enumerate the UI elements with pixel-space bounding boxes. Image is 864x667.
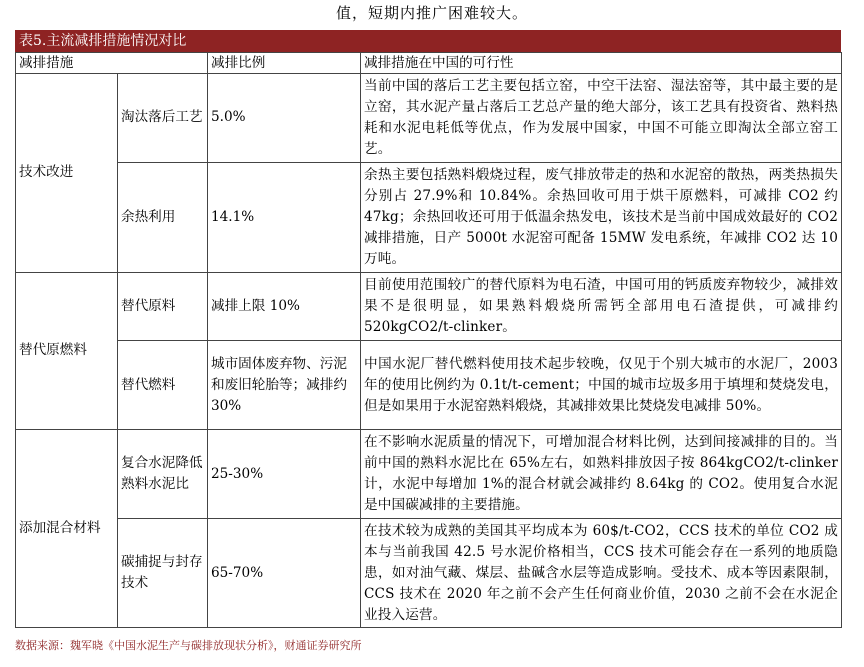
- feasibility-cell: 当前中国的落后工艺主要包括立窑，中空干法窑、湿法窑等，其中最主要的是立窑，其水泥产量占落后工艺总产量的绝大部分，该工艺具有投资省、熟料热耗和水泥电耗低等优点，作为发展中国家，中国不可能立即淘汰全部立窑工艺。: [361, 74, 842, 163]
- feasibility-cell: 中国水泥厂替代燃料使用技术起步较晚，仅见于个别大城市的水泥厂，2003 年的使用比例约为 0.1t/t-cement；中国的城市垃圾多用于填埋和焚烧发电，但是如果用于水泥窑熟料煅烧，其减排效果比焚烧发电减排 50%。: [361, 340, 842, 430]
- measures-table: [15, 52, 842, 628]
- ratio-cell: 减排上限 10%: [208, 272, 361, 340]
- subcategory-cell: 碳捕捉与封存技术: [118, 519, 208, 628]
- table-row: [16, 272, 842, 340]
- table-row: [16, 340, 842, 430]
- feasibility-cell: 在不影响水泥质量的情况下，可增加混合材料比例，达到间接减排的目的。当前中国的熟料水泥比在 65%左右，如熟料排放因子按 864kgCO2/t-clinker 计，水泥中每增加 1%的混合材就会减排约 8.64kg 的 CO2。使用复合水泥是中国碳减排的主要措施。: [361, 430, 842, 519]
- ratio-cell: 25-30%: [208, 430, 361, 519]
- table-title: 表5.主流减排措施情况对比: [15, 30, 841, 52]
- category-cell: 技术改进: [16, 74, 118, 273]
- subcategory-cell: 替代原料: [118, 272, 208, 340]
- header-ratio: 减排比例: [208, 53, 361, 74]
- source-note: 数据来源：魏军晓《中国水泥生产与碳排放现状分析》，财通证券研究所: [15, 639, 362, 652]
- table-row: [16, 519, 842, 628]
- header-measure: 减排措施: [16, 53, 208, 74]
- feasibility-cell: 目前使用范围较广的替代原料为电石渣，中国可用的钙质废弃物较少，减排效果不是很明显，如果熟料煅烧所需钙全部用电石渣提供，可减排约 520kgCO2/t-clinker。: [361, 272, 842, 340]
- ratio-cell: 5.0%: [208, 74, 361, 163]
- subcategory-cell: 淘汰落后工艺: [118, 74, 208, 163]
- ratio-cell: 14.1%: [208, 162, 361, 272]
- intro-text: 值，短期内推广困难较大。: [335, 4, 528, 22]
- table-row: [16, 74, 842, 163]
- subcategory-cell: 替代燃料: [118, 340, 208, 430]
- category-cell: 添加混合材料: [16, 430, 118, 628]
- category-cell: 替代原燃料: [16, 272, 118, 430]
- subcategory-cell: 复合水泥降低熟料水泥比: [118, 430, 208, 519]
- subcategory-cell: 余热利用: [118, 162, 208, 272]
- table-header-row: [16, 53, 842, 74]
- feasibility-cell: 余热主要包括熟料煅烧过程，废气排放带走的热和水泥窑的散热，两类热损失分别占 27.9%和 10.84%。余热回收可用于烘干原燃料，可减排 CO2 约 47kg；余热回收还可用于低温余热发电，该技术是当前中国成效最好的 CO2 减排措施，日产 5000t 水泥窑可配备 15MW 发电系统，年减排 CO2 达 10 万吨。: [361, 162, 842, 272]
- ratio-cell: 65-70%: [208, 519, 361, 628]
- table-row: [16, 162, 842, 272]
- ratio-cell: 城市固体废弃物、污泥和废旧轮胎等；减排约 30%: [208, 340, 361, 430]
- table-row: [16, 430, 842, 519]
- feasibility-cell: 在技术较为成熟的美国其平均成本为 60$/t-CO2，CCS 技术的单位 CO2 成本与当前我国 42.5 号水泥价格相当，CCS 技术可能会存在一系列的地质隐患，如对油气藏、煤层、盐碱含水层等造成影响。受技术、成本等因素限制，CCS 技术在 2020 年之前不会产生任何商业价值，2030 之前不会在水泥企业投入运营。: [361, 519, 842, 628]
- header-feasibility: 减排措施在中国的可行性: [361, 53, 842, 74]
